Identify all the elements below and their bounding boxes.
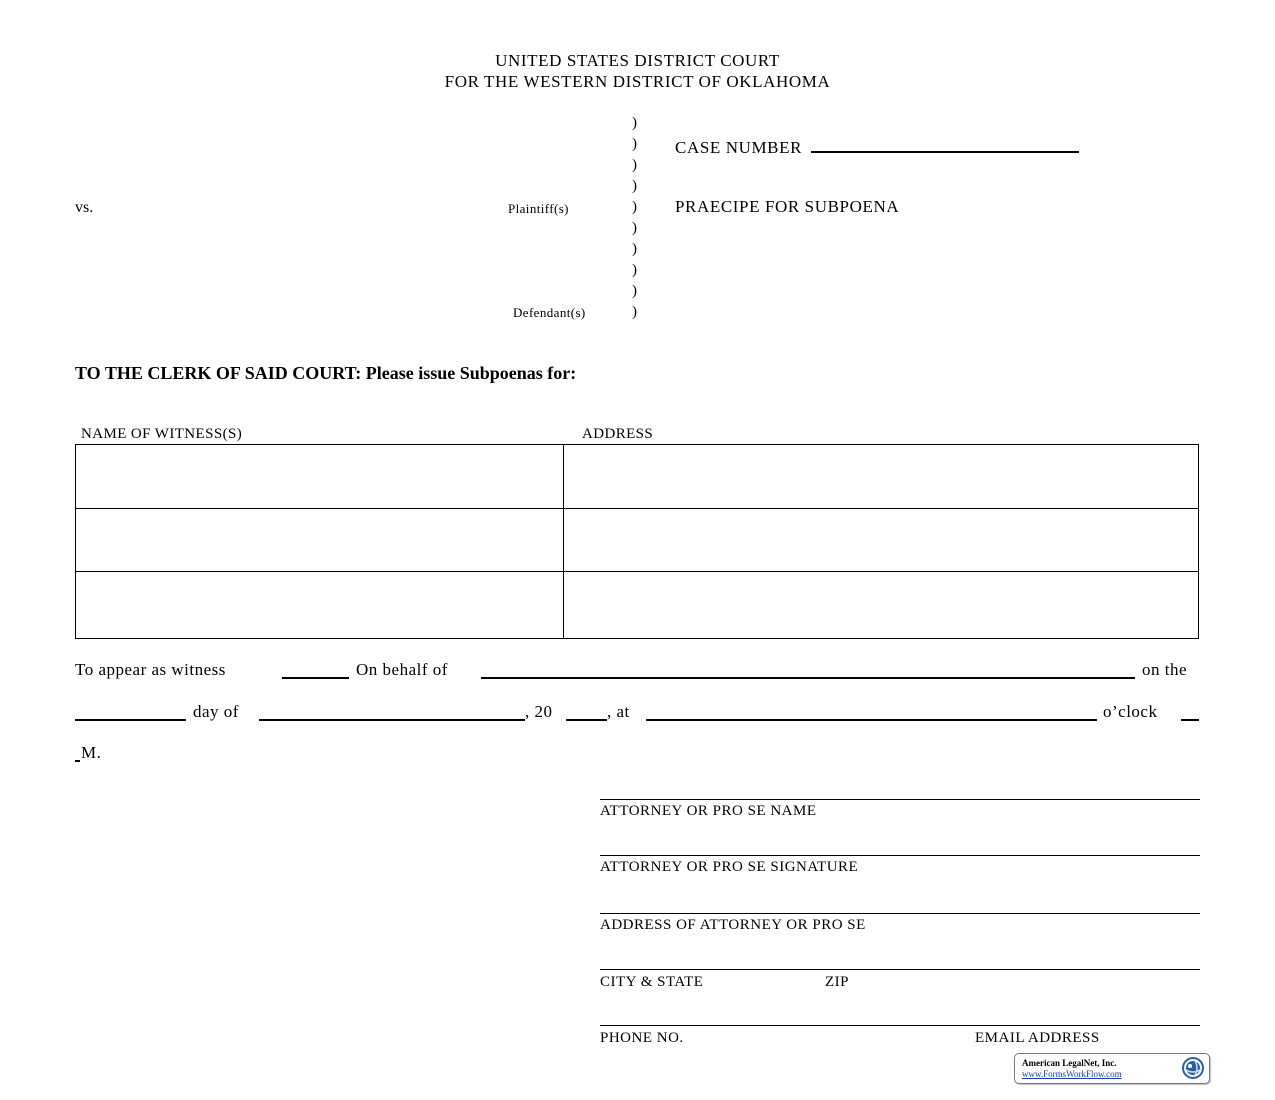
logo-company-name: American LegalNet, Inc. <box>1022 1058 1117 1068</box>
on-behalf-of-field[interactable] <box>481 660 1135 679</box>
caption-paren: ) <box>632 157 637 173</box>
witness-address-cell[interactable] <box>564 572 1199 639</box>
on-behalf-of-label: On behalf of <box>356 660 448 679</box>
zip-label: ZIP <box>825 974 849 990</box>
caption-paren: ) <box>632 262 637 278</box>
city-state-label: CITY & STATE <box>600 974 704 990</box>
attorney-address-line[interactable] <box>600 913 1200 914</box>
time-field[interactable] <box>646 702 1097 721</box>
attorney-name-line[interactable] <box>600 799 1200 800</box>
caption-paren: ) <box>632 283 637 299</box>
american-legalnet-logo[interactable] <box>1014 1053 1210 1084</box>
versus-label: vs. <box>75 199 94 216</box>
plaintiff-label: Plaintiff(s) <box>508 201 569 216</box>
court-name-line2: FOR THE WESTERN DISTRICT OF OKLAHOMA <box>444 72 831 91</box>
attorney-address-label: ADDRESS OF ATTORNEY OR PRO SE <box>600 917 866 933</box>
year-prefix: , 20 <box>525 702 553 721</box>
table-row <box>76 572 1199 639</box>
caption-paren: ) <box>632 241 637 257</box>
witness-name-cell[interactable] <box>76 572 564 639</box>
court-name-line1: UNITED STATES DISTRICT COURT <box>495 51 780 70</box>
witness-table <box>75 444 1199 639</box>
day-field[interactable] <box>75 702 186 721</box>
email-label: EMAIL ADDRESS <box>975 1030 1100 1046</box>
meridiem-label: M. <box>81 743 102 762</box>
year-field[interactable] <box>566 702 607 721</box>
caption-paren: ) <box>632 220 637 236</box>
attorney-signature-label: ATTORNEY OR PRO SE SIGNATURE <box>600 859 859 875</box>
witness-type-field[interactable] <box>282 660 349 679</box>
globe-icon <box>1181 1056 1205 1080</box>
case-number-field[interactable] <box>811 134 1079 153</box>
caption-paren: ) <box>632 199 637 215</box>
witness-name-cell[interactable] <box>76 445 564 509</box>
case-number-row <box>675 134 1079 158</box>
on-the-label: on the <box>1142 660 1188 679</box>
document-title: PRAECIPE FOR SUBPOENA <box>675 197 900 216</box>
clerk-request: TO THE CLERK OF SAID COURT: Please issue Subpoenas for: <box>75 363 577 383</box>
month-field[interactable] <box>259 702 525 721</box>
case-number-label: CASE NUMBER <box>675 138 803 157</box>
witness-name-cell[interactable] <box>76 509 564 572</box>
logo-url-link[interactable]: www.FormsWorkFlow.com <box>1022 1069 1122 1079</box>
phone-label: PHONE NO. <box>600 1030 684 1046</box>
at-label: , at <box>607 702 630 721</box>
caption-paren: ) <box>632 115 637 131</box>
witness-address-cell[interactable] <box>564 445 1199 509</box>
caption-paren: ) <box>632 304 637 320</box>
caption-paren: ) <box>632 136 637 152</box>
appear-as-witness-label: To appear as witness <box>75 660 226 679</box>
table-row <box>76 509 1199 572</box>
witness-address-cell[interactable] <box>564 509 1199 572</box>
defendant-label: Defendant(s) <box>513 305 586 320</box>
city-state-zip-line[interactable] <box>600 969 1200 970</box>
caption-paren: ) <box>632 178 637 194</box>
phone-email-line[interactable] <box>600 1025 1200 1026</box>
am-pm-field[interactable] <box>1181 702 1199 721</box>
attorney-signature-line[interactable] <box>600 855 1200 856</box>
column-header-name: NAME OF WITNESS(S) <box>81 426 243 442</box>
column-header-address: ADDRESS <box>582 426 654 442</box>
oclock-label: o’clock <box>1103 702 1158 721</box>
attorney-name-label: ATTORNEY OR PRO SE NAME <box>600 803 817 819</box>
day-of-label: day of <box>193 702 239 721</box>
table-row <box>76 445 1199 509</box>
meridiem-field[interactable] <box>75 743 80 762</box>
